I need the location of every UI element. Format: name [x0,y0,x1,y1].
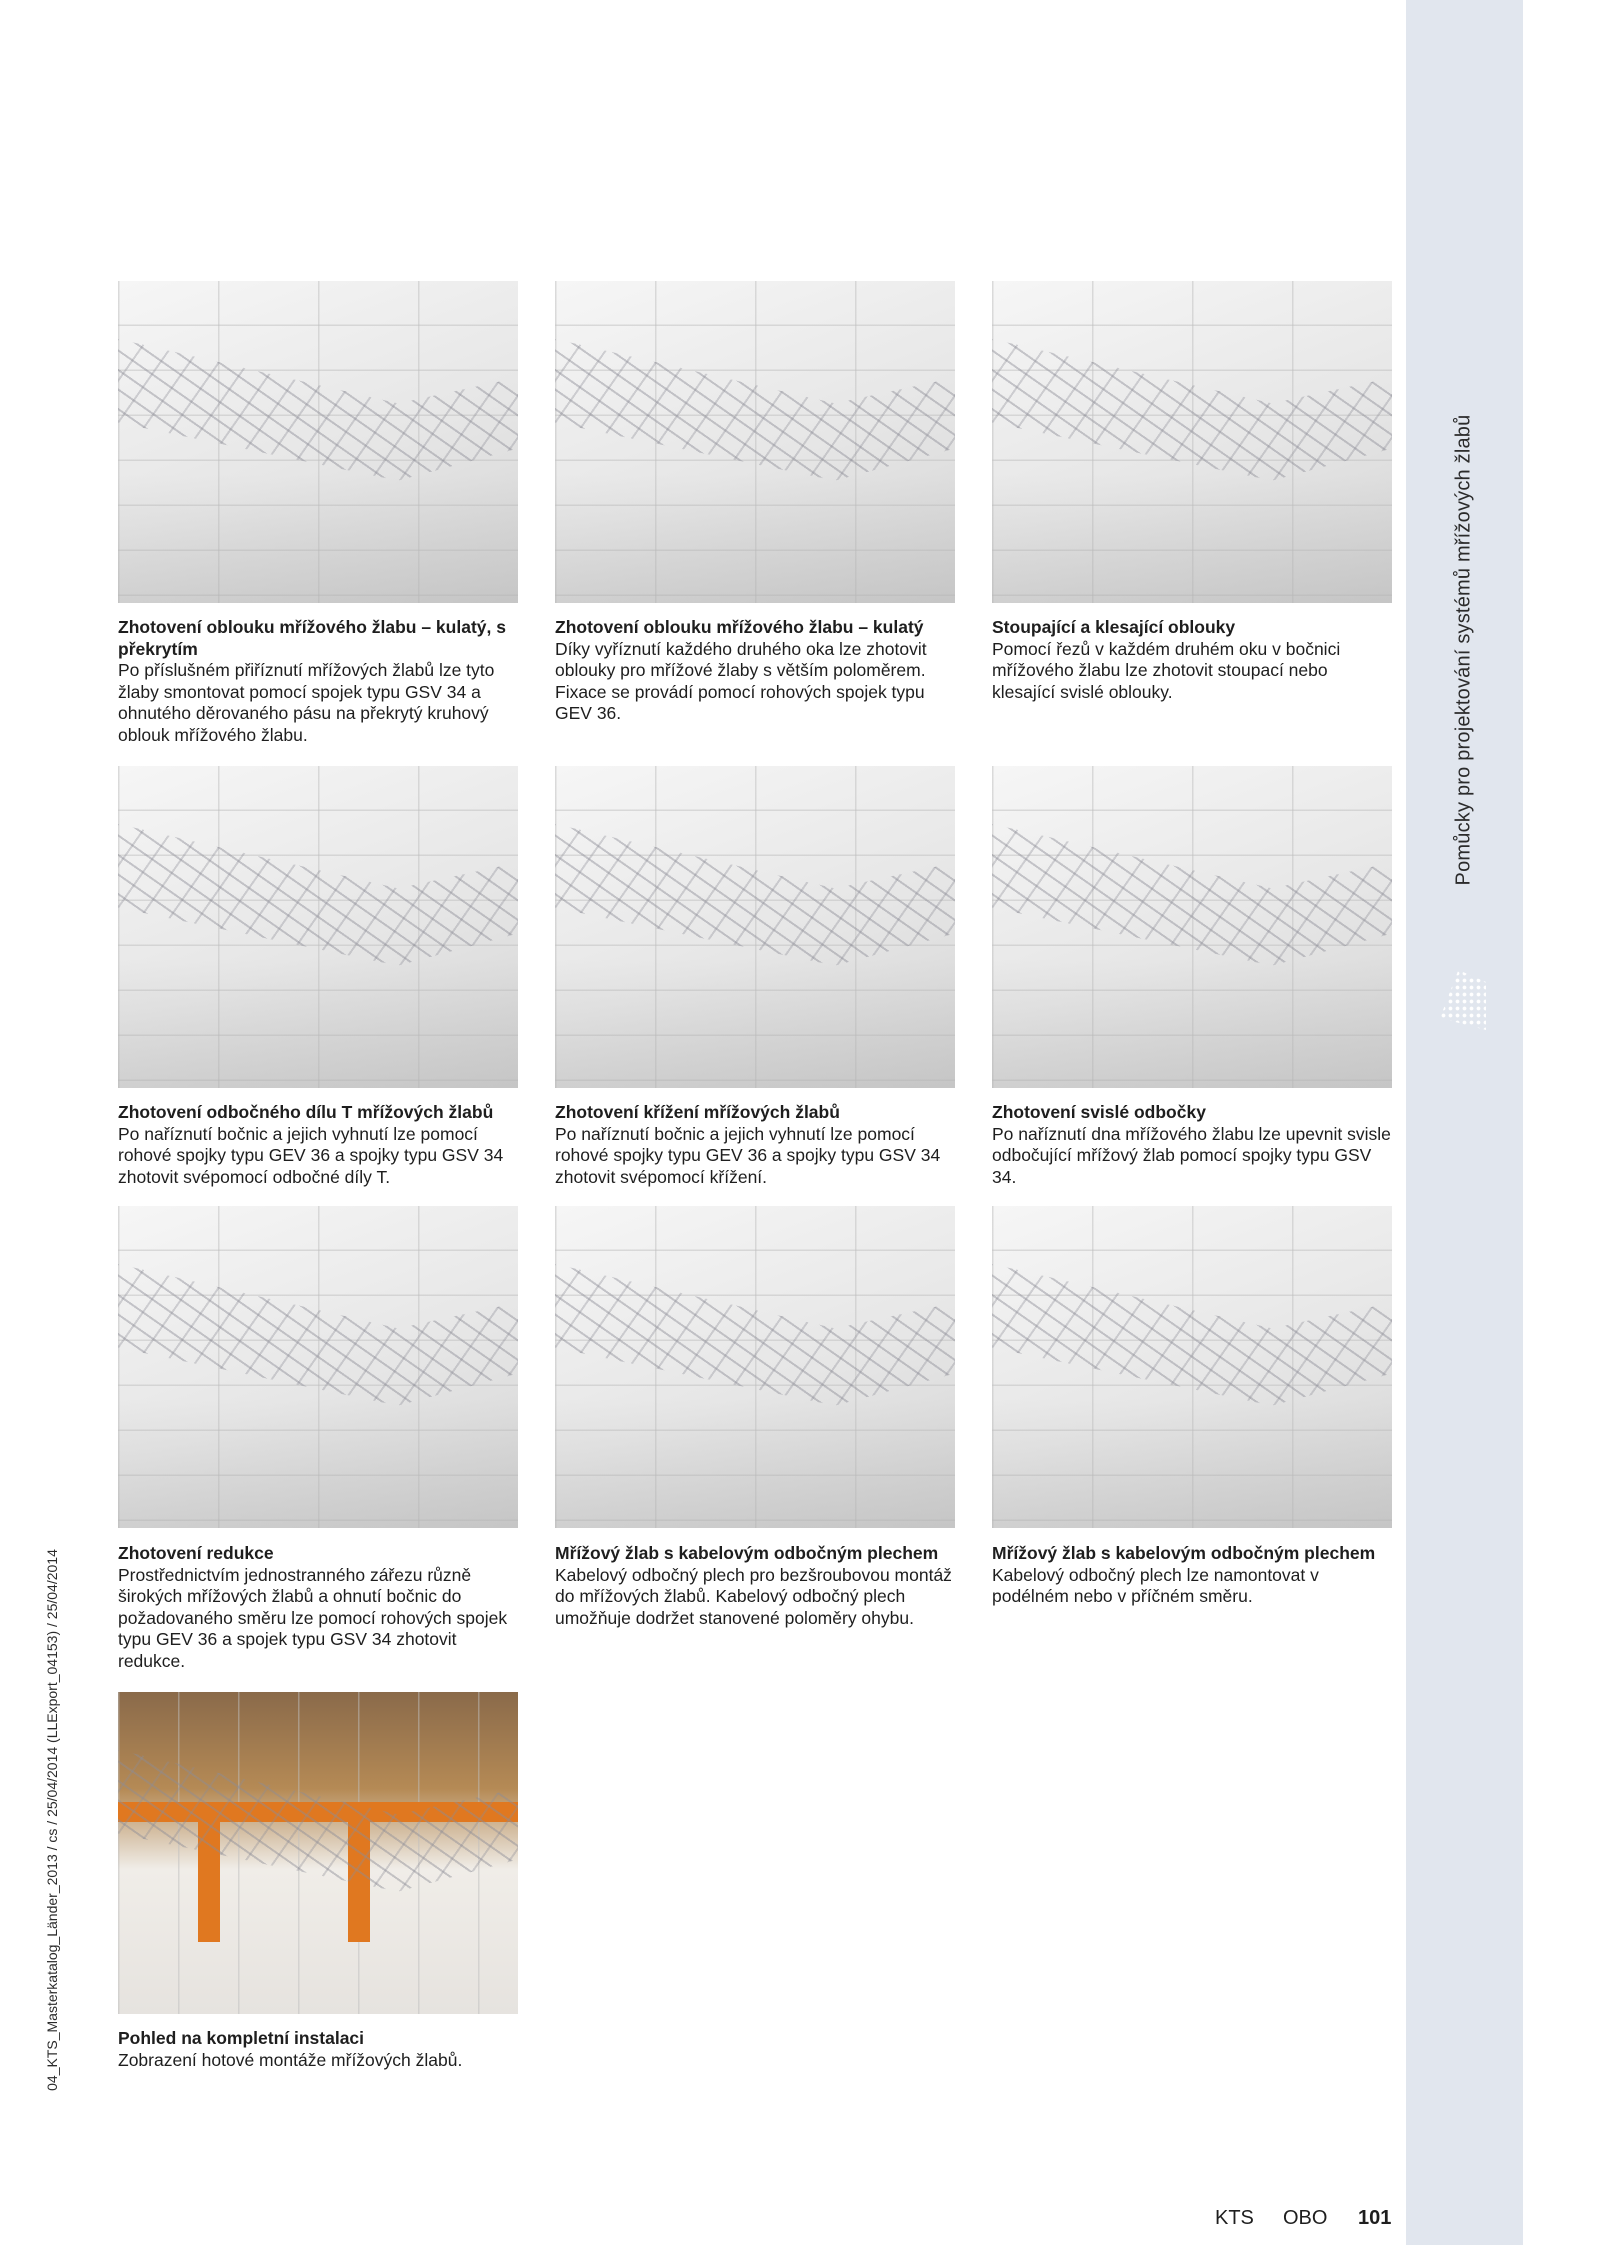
caption-title: Mřížový žlab s kabelovým odbočným plechem [555,1543,939,1563]
caption-body: Zobrazení hotové montáže mřížových žlabů. [118,2049,463,2070]
side-tab-title: Pomůcky pro projektování systémů mřížových žlabů [1452,414,1475,886]
caption-cable-outlet-plate [555,1543,955,1629]
photo-rising-falling-bends [992,281,1392,603]
caption-body: Pomocí řezů v každém druhém oku v bočnici mřížového žlabu lze zhotovit stoupací nebo klesající svislé oblouky. [992,638,1341,702]
caption-title: Pohled na kompletní instalaci [118,2028,365,2048]
caption-title: Zhotovení křížení mřížových žlabů [555,1102,840,1122]
caption-t-piece [118,1102,518,1188]
caption-complete-installation [118,2028,518,2071]
photo-vertical-branch [992,766,1392,1088]
caption-title: Stoupající a klesající oblouky [992,617,1236,637]
caption-body: Kabelový odbočný plech lze namontovat v podélném nebo v příčném směru. [992,1564,1319,1606]
caption-body: Prostřednictvím jednostranného zářezu různě širokých mřížových žlabů a ohnutí bočnic do požadovaného směru lze pomocí rohových spojek typu GEV 36 a spojek typu GSV 34 zhotovit redukce. [118,1564,508,1671]
photo-round-bend [555,281,955,603]
photo-crossing [555,766,955,1088]
footer-brand: OBO [1283,2207,1328,2229]
photo-cable-outlet-plate [555,1206,955,1528]
caption-body: Po příslušném přiříznutí mřížových žlabů lze tyto žlaby smontovat pomocí spojek typu GSV 34 a ohnutého děrovaného pásu na překrytý kruhový oblouk mřížového žlabu. [118,660,495,745]
footer-section: KTS [1215,2207,1254,2229]
caption-crossing [555,1102,955,1188]
photo-reduction [118,1206,518,1528]
caption-cable-outlet-plate-orientation [992,1543,1392,1608]
caption-title: Zhotovení redukce [118,1543,274,1563]
side-tab [1406,0,1523,2245]
caption-vertical-branch [992,1102,1392,1188]
page-number: 101 [1358,2207,1392,2229]
photo-round-bend-overlap [118,281,518,603]
caption-title: Zhotovení svislé odbočky [992,1102,1206,1122]
caption-rising-falling-bends [992,617,1392,703]
photo-cable-outlet-plate-orientation [992,1206,1392,1528]
caption-title: Mřížový žlab s kabelovým odbočným plechem [992,1543,1376,1563]
caption-body: Po naříznutí bočnic a jejich vyhnutí lze pomocí rohové spojky typu GEV 36 a spojky typu GSV 34 zhotovit svépomocí křížení. [555,1123,941,1187]
caption-title: Zhotovení oblouku mřížového žlabu – kulatý [555,617,924,637]
caption-body: Díky vyříznutí každého druhého oka lze zhotovit oblouky pro mřížové žlaby s větším poloměrem. Fixace se provádí pomocí rohových spojek typu GEV 36. [555,638,927,723]
print-imprint: 04_KTS_Masterkatalog_Länder_2013 / cs / 25/04/2014 (LLExport_04153) / 25/04/2014 [44,1549,60,2091]
caption-body: Po naříznutí dna mřížového žlabu lze upevnit svisle odbočující mřížový žlab pomocí spojky typu GSV 34. [992,1123,1391,1187]
photo-complete-installation [118,1692,518,2014]
caption-round-bend [555,617,955,725]
photo-t-piece [118,766,518,1088]
caption-title: Zhotovení odbočného dílu T mřížových žlabů [118,1102,494,1122]
caption-body: Kabelový odbočný plech pro bezšroubovou montáž do mřížových žlabů. Kabelový odbočný plech umožňuje dodržet stanovené poloměry ohybu. [555,1564,952,1628]
caption-body: Po naříznutí bočnic a jejich vyhnutí lze pomocí rohové spojky typu GEV 36 a spojky typu GSV 34 zhotovit svépomocí odbočné díly T. [118,1123,504,1187]
caption-reduction [118,1543,518,1672]
caption-title: Zhotovení oblouku mřížového žlabu – kulatý, s překrytím [118,617,506,659]
caption-round-bend-overlap [118,617,518,746]
